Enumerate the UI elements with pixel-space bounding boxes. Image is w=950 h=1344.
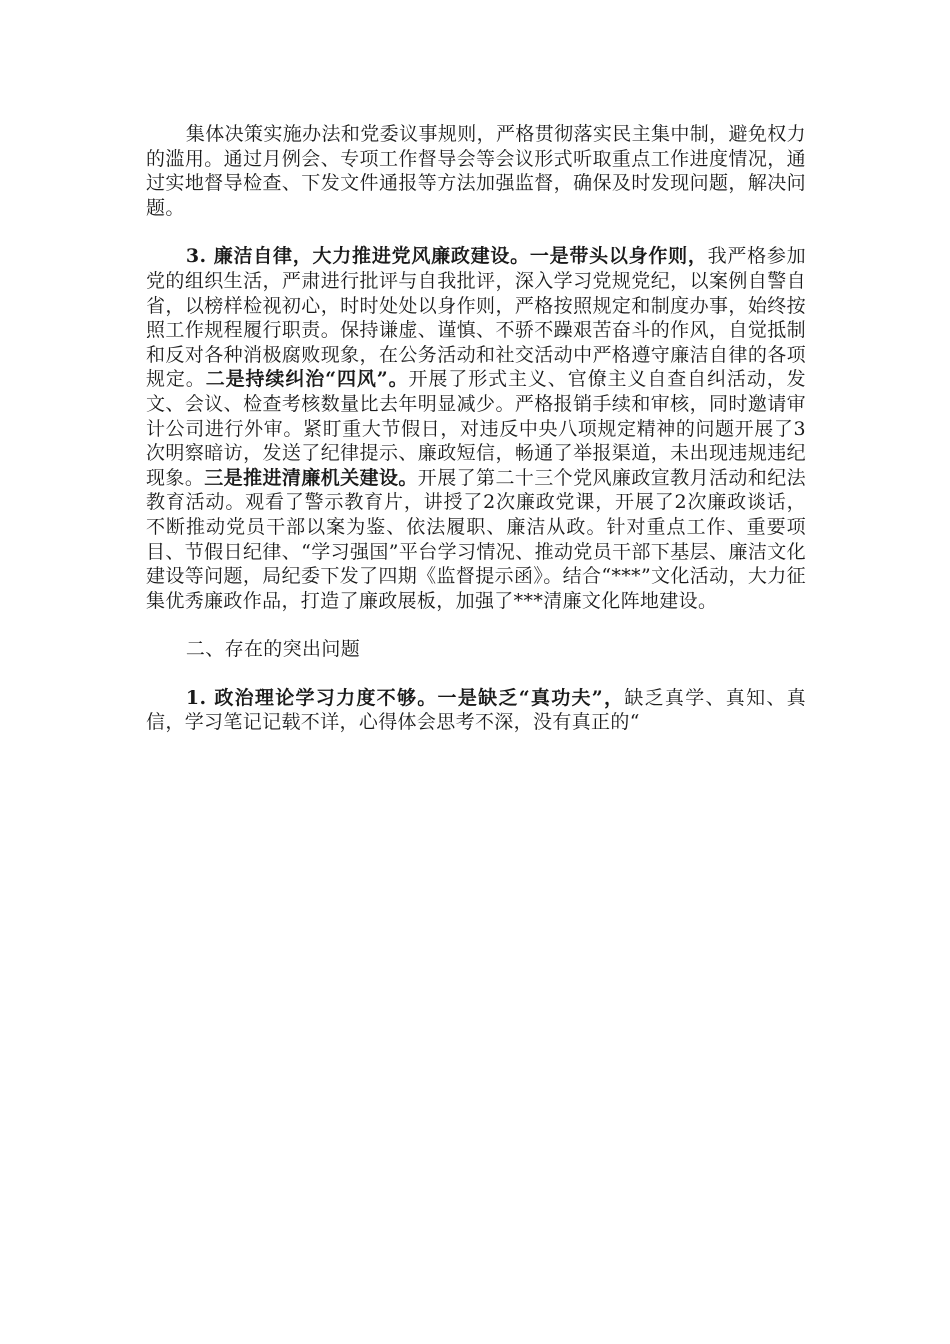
- section-title-integrity: 3. 廉洁自律，大力推进党风廉政建设。: [185, 245, 530, 268]
- paragraph-text: 我严格参加党的组织生活，严肃进行批评与自我批评，深入学习党规党纪，以案例自警自省，以榜样检视初心，时时处处以身作则，严格按照规定和制度办事，始终按照工作规程履行职责。保持谦虚、谨慎、不骄不躁艰苦奋斗的作风，自觉抵制和反对各种消极腐败现象，在公务活动和社交活动中严格遵守廉洁自律的各项规定。: [146, 245, 806, 391]
- paragraph-integrity: [146, 244, 806, 613]
- paragraph-political-study: [146, 686, 806, 735]
- lead-point-one: 一是带头以身作则，: [529, 245, 708, 268]
- paragraph-text: 开展了第二十三个党风廉政宣教月活动和纪法教育活动。观看了警示教育片，讲授了2次廉政党课，开展了2次廉政谈话，不断推动党员干部以案为鉴、依法履职、廉洁从政。针对重点工作、重要项目、节假日纪律、“学习强国”平台学习情况、推动党员干部下基层、廉洁文化建设等问题，局纪委下发了四期《监督提示函》。结合“***”文化活动，大力征集优秀廉政作品，打造了廉政展板，加强了***清廉文化阵地建设。: [146, 466, 806, 612]
- lead-point-two: 二是持续纠治“四风”。: [205, 368, 409, 391]
- section-title-political-study: 1. 政治理论学习力度不够。: [185, 686, 438, 709]
- lead-point-three: 三是推进清廉机关建设。: [204, 466, 418, 489]
- section-heading-problems: 二、存在的突出问题: [185, 638, 361, 661]
- paragraph-text: 集体决策实施办法和党委议事规则，严格贯彻落实民主集中制，避免权力的滥用。通过月例会、专项工作督导会等会议形式听取重点工作进度情况，通过实地督导检查、下发文件通报等方法加强监督，确保及时发现问题，解决问题。: [146, 123, 806, 219]
- document-body: [146, 122, 806, 735]
- paragraph-text: 开展了形式主义、官僚主义自查自纠活动，发文、会议、检查考核数量比去年明显减少。严格报销手续和审核，同时邀请审计公司进行外审。紧盯重大节假日，对违反中央八项规定精神的问题开展了3次明察暗访，发送了纪律提示、廉政短信，畅通了举报渠道，未出现违规违纪现象。: [146, 368, 806, 489]
- paragraph-text: 缺乏真学、真知、真信，学习笔记记载不详，心得体会思考不深，没有真正的“: [146, 686, 807, 734]
- paragraph-decision-making: [146, 122, 806, 220]
- lead-point-one: 一是缺乏“真功夫”，: [437, 686, 625, 709]
